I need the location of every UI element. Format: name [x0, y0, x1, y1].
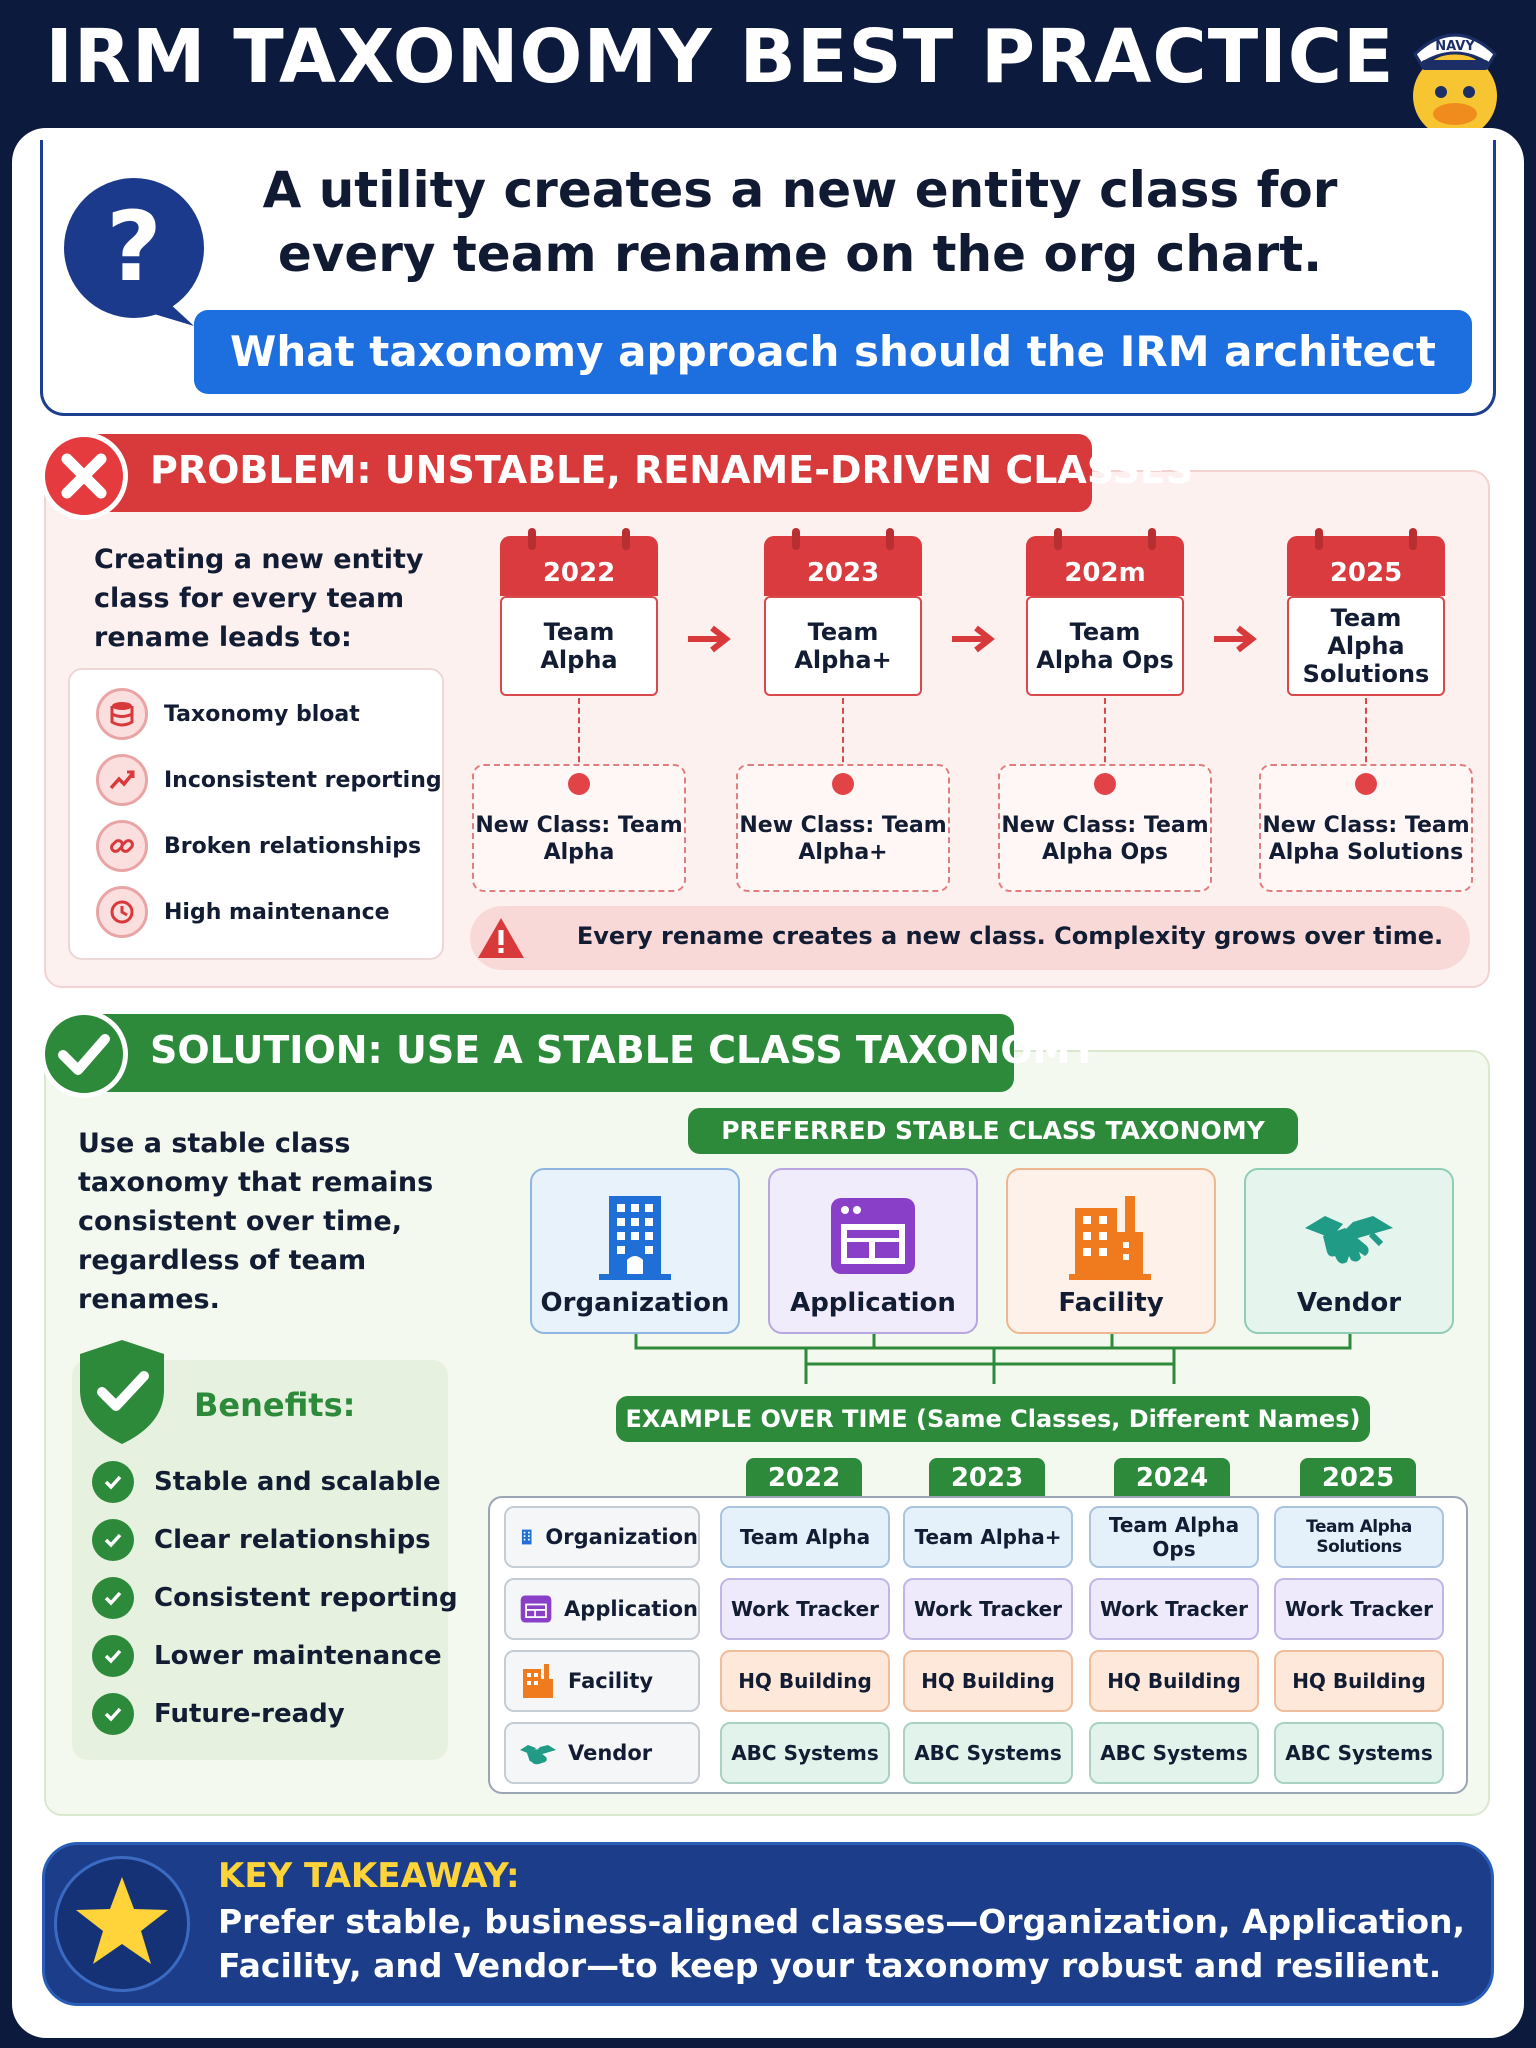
table-row-header: Vendor — [504, 1722, 700, 1784]
table-cell: Work Tracker — [720, 1578, 890, 1640]
warning-text: Every rename creates a new class. Complexity grows over time. — [576, 922, 1444, 950]
team-name-box: Team Alpha Solutions — [1287, 596, 1445, 696]
app-window-icon — [825, 1188, 921, 1284]
svg-text:?: ? — [106, 191, 162, 303]
calendar-card — [500, 536, 658, 596]
calendar-card — [764, 536, 922, 596]
new-class-box: New Class: Team Alpha — [472, 764, 686, 892]
app-window-icon — [518, 1589, 554, 1629]
arrow-right-icon — [686, 624, 732, 654]
benefit-item: Clear relationships — [92, 1518, 431, 1562]
connector-line — [1365, 698, 1367, 772]
check-circle-icon — [92, 1577, 134, 1619]
table-cell: Work Tracker — [1089, 1578, 1259, 1640]
tag-icon — [1355, 773, 1377, 795]
tag-icon — [568, 773, 590, 795]
problem-title: PROBLEM: UNSTABLE, RENAME-DRIVEN CLASSES — [150, 448, 1194, 492]
arrow-right-icon — [1212, 624, 1258, 654]
table-cell: HQ Building — [1274, 1650, 1444, 1712]
new-class-box: New Class: Team Alpha Ops — [998, 764, 1212, 892]
problem-intro: Creating a new entity class for every team rename leads to: — [94, 544, 424, 653]
star-icon — [57, 1859, 187, 1989]
class-card-application: Application — [768, 1168, 978, 1334]
solution-title: SOLUTION: USE A STABLE CLASS TAXONOMY — [150, 1028, 1098, 1072]
table-cell: HQ Building — [903, 1650, 1073, 1712]
example-over-time-label: EXAMPLE OVER TIME (Same Classes, Different Names) — [616, 1396, 1370, 1442]
year-tab: 2023 — [929, 1458, 1045, 1498]
class-card-facility: Facility — [1006, 1168, 1216, 1334]
new-class-box: New Class: Team Alpha Solutions — [1259, 764, 1473, 892]
check-circle-icon — [92, 1461, 134, 1503]
question-prompt: What taxonomy approach should the IRM architect — [194, 310, 1472, 394]
consequence-item: Broken relationships — [96, 820, 421, 872]
consequence-item: Taxonomy bloat — [96, 688, 360, 740]
question-text: A utility creates a new entity class for every team rename on the org chart. — [262, 161, 1338, 283]
question-mark-bubble-icon — [58, 176, 210, 328]
year-tab: 2022 — [746, 1458, 862, 1498]
table-row-header: Organization — [504, 1506, 700, 1568]
team-name-box: Team Alpha+ — [764, 596, 922, 696]
table-cell: Team Alpha Ops — [1089, 1506, 1259, 1568]
table-cell: ABC Systems — [1274, 1722, 1444, 1784]
class-card-organization: Organization — [530, 1168, 740, 1334]
table-cell: Work Tracker — [1274, 1578, 1444, 1640]
trend-chart-icon — [96, 754, 148, 806]
calendar-year: 202m — [1064, 558, 1146, 588]
handshake-icon — [518, 1733, 558, 1773]
building-icon — [587, 1188, 683, 1284]
year-tab: 2024 — [1114, 1458, 1230, 1498]
benefit-item: Consistent reporting — [92, 1576, 458, 1620]
benefit-item: Lower maintenance — [92, 1634, 442, 1678]
solution-intro: Use a stable class taxonomy that remains consistent over time, regardless of team renames. — [78, 1128, 434, 1315]
close-x-icon — [40, 432, 128, 520]
clock-icon — [96, 886, 148, 938]
check-circle-icon — [92, 1519, 134, 1561]
table-cell: HQ Building — [720, 1650, 890, 1712]
table-cell: Team Alpha Solutions — [1274, 1506, 1444, 1568]
team-name-box: Team Alpha Ops — [1026, 596, 1184, 696]
arrow-right-icon — [950, 624, 996, 654]
benefits-title: Benefits: — [194, 1386, 356, 1424]
table-row-header: Facility — [504, 1650, 700, 1712]
year-tab: 2025 — [1300, 1458, 1416, 1498]
table-cell: Team Alpha — [720, 1506, 890, 1568]
table-cell: ABC Systems — [903, 1722, 1073, 1784]
check-circle-icon — [92, 1693, 134, 1735]
warning-triangle-icon — [476, 916, 526, 960]
table-cell: Work Tracker — [903, 1578, 1073, 1640]
table-cell: ABC Systems — [1089, 1722, 1259, 1784]
key-takeaway-text: Prefer stable, business-aligned classes—Organization, Application, Facility, and Vendor—to keep your taxonomy robust and resilient. — [218, 1902, 1466, 1985]
connector-line — [578, 698, 580, 772]
tag-icon — [1094, 773, 1116, 795]
page-title: IRM TAXONOMY BEST PRACTICE — [45, 14, 1395, 100]
calendar-year: 2025 — [1329, 558, 1403, 588]
handshake-icon — [1301, 1188, 1397, 1284]
building-icon — [518, 1517, 535, 1557]
consequence-item: High maintenance — [96, 886, 390, 938]
star-badge — [54, 1856, 190, 1992]
connector-line — [842, 698, 844, 772]
table-cell: HQ Building — [1089, 1650, 1259, 1712]
tag-icon — [832, 773, 854, 795]
team-name-box: Team Alpha — [500, 596, 658, 696]
database-icon — [96, 688, 148, 740]
check-circle-icon — [92, 1635, 134, 1677]
checkmark-icon — [40, 1010, 128, 1098]
calendar-year: 2022 — [542, 558, 616, 588]
key-takeaway-title: KEY TAKEAWAY: — [218, 1856, 520, 1896]
benefit-item: Future-ready — [92, 1692, 345, 1736]
calendar-year: 2023 — [806, 558, 880, 588]
factory-building-icon — [518, 1661, 558, 1701]
preferred-taxonomy-label: PREFERRED STABLE CLASS TAXONOMY — [688, 1108, 1298, 1154]
broken-link-icon — [96, 820, 148, 872]
consequence-item: Inconsistent reporting — [96, 754, 442, 806]
consequence-list — [68, 668, 444, 960]
factory-building-icon — [1063, 1188, 1159, 1284]
benefit-item: Stable and scalable — [92, 1460, 441, 1504]
table-row-header: Application — [504, 1578, 700, 1640]
shield-check-icon — [76, 1338, 168, 1446]
calendar-card — [1287, 536, 1445, 596]
connector-line — [1104, 698, 1106, 772]
class-card-vendor: Vendor — [1244, 1168, 1454, 1334]
new-class-box: New Class: Team Alpha+ — [736, 764, 950, 892]
table-cell: ABC Systems — [720, 1722, 890, 1784]
table-cell: Team Alpha+ — [903, 1506, 1073, 1568]
taxonomy-connector-lines — [634, 1334, 1464, 1384]
svg-text:NAVY: NAVY — [1435, 39, 1475, 54]
calendar-card — [1026, 536, 1184, 596]
